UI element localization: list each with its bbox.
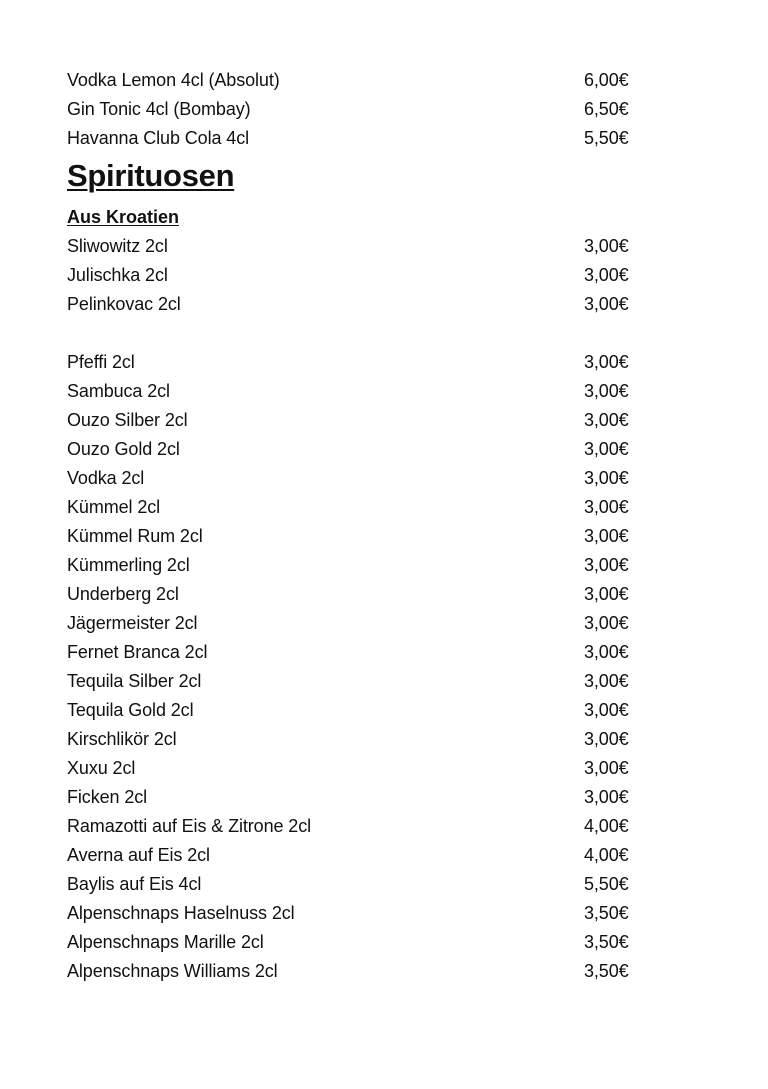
item-price: 6,50€ [584,99,629,119]
menu-item [67,493,707,522]
item-name: Pelinkovac 2cl [67,294,181,314]
item-price: 3,00€ [584,613,629,633]
item-price: 4,00€ [584,816,629,836]
item-price: 3,50€ [584,903,629,923]
item-name: Kümmerling 2cl [67,555,190,575]
menu-item [67,435,707,464]
menu-item [67,696,707,725]
section-title: Spirituosen [67,158,235,193]
item-name: Alpenschnaps Williams 2cl [67,961,278,981]
menu-item [67,841,707,870]
item-name: Kümmel 2cl [67,497,161,517]
menu-item [67,812,707,841]
item-name: Fernet Branca 2cl [67,642,208,662]
item-name: Alpenschnaps Marille 2cl [67,932,264,952]
menu-item [67,928,707,957]
item-price: 3,00€ [584,439,629,459]
item-name: Vodka Lemon 4cl (Absolut) [67,70,280,90]
item-name: Ramazotti auf Eis & Zitrone 2cl [67,816,311,836]
item-name: Julischka 2cl [67,265,168,285]
item-price: 3,00€ [584,468,629,488]
menu-item [67,95,707,124]
item-name: Ficken 2cl [67,787,148,807]
item-price: 3,00€ [584,410,629,430]
item-price: 3,00€ [584,758,629,778]
menu-item [67,870,707,899]
item-name: Sambuca 2cl [67,381,170,401]
item-name: Tequila Gold 2cl [67,700,194,720]
croatia-items-list [67,232,707,319]
menu-item [67,783,707,812]
item-name: Havanna Club Cola 4cl [67,128,250,148]
menu-item [67,899,707,928]
item-price: 3,00€ [584,294,629,314]
item-price: 3,00€ [584,497,629,517]
item-name: Vodka 2cl [67,468,145,488]
other-items-list [67,348,707,986]
menu-item [67,580,707,609]
item-price: 3,00€ [584,729,629,749]
item-name: Alpenschnaps Haselnuss 2cl [67,903,295,923]
item-price: 3,00€ [584,700,629,720]
menu-item [67,261,707,290]
menu-item [67,348,707,377]
menu-item [67,638,707,667]
menu-item [67,232,707,261]
menu-item [67,290,707,319]
item-price: 6,00€ [584,70,629,90]
item-price: 3,00€ [584,671,629,691]
item-price: 3,00€ [584,787,629,807]
menu-item [67,522,707,551]
item-name: Xuxu 2cl [67,758,136,778]
item-price: 3,00€ [584,352,629,372]
item-name: Underberg 2cl [67,584,179,604]
item-price: 3,00€ [584,381,629,401]
item-price: 3,00€ [584,236,629,256]
item-name: Tequila Silber 2cl [67,671,202,691]
item-name: Kirschlikör 2cl [67,729,177,749]
item-name: Gin Tonic 4cl (Bombay) [67,99,251,119]
item-name: Kümmel Rum 2cl [67,526,203,546]
menu-item [67,66,707,95]
item-price: 3,50€ [584,932,629,952]
item-name: Baylis auf Eis 4cl [67,874,202,894]
item-name: Pfeffi 2cl [67,352,135,372]
menu-item [67,667,707,696]
item-price: 3,00€ [584,642,629,662]
top-items-list [67,66,707,153]
menu-item [67,609,707,638]
item-name: Sliwowitz 2cl [67,236,168,256]
blank-line [67,319,707,348]
menu-item [67,406,707,435]
menu-item [67,551,707,580]
menu-item [67,957,707,986]
item-price: 3,00€ [584,265,629,285]
item-name: Ouzo Silber 2cl [67,410,188,430]
menu-item [67,754,707,783]
item-price: 5,50€ [584,874,629,894]
item-price: 3,50€ [584,961,629,981]
item-price: 4,00€ [584,845,629,865]
menu-item [67,464,707,493]
item-name: Averna auf Eis 2cl [67,845,210,865]
item-price: 5,50€ [584,128,629,148]
subsection-title: Aus Kroatien [67,207,180,227]
item-name: Jägermeister 2cl [67,613,198,633]
item-name: Ouzo Gold 2cl [67,439,180,459]
item-price: 3,00€ [584,526,629,546]
item-price: 3,00€ [584,584,629,604]
menu-item [67,725,707,754]
item-price: 3,00€ [584,555,629,575]
menu-item [67,377,707,406]
menu-page [67,66,707,986]
menu-item [67,124,707,153]
